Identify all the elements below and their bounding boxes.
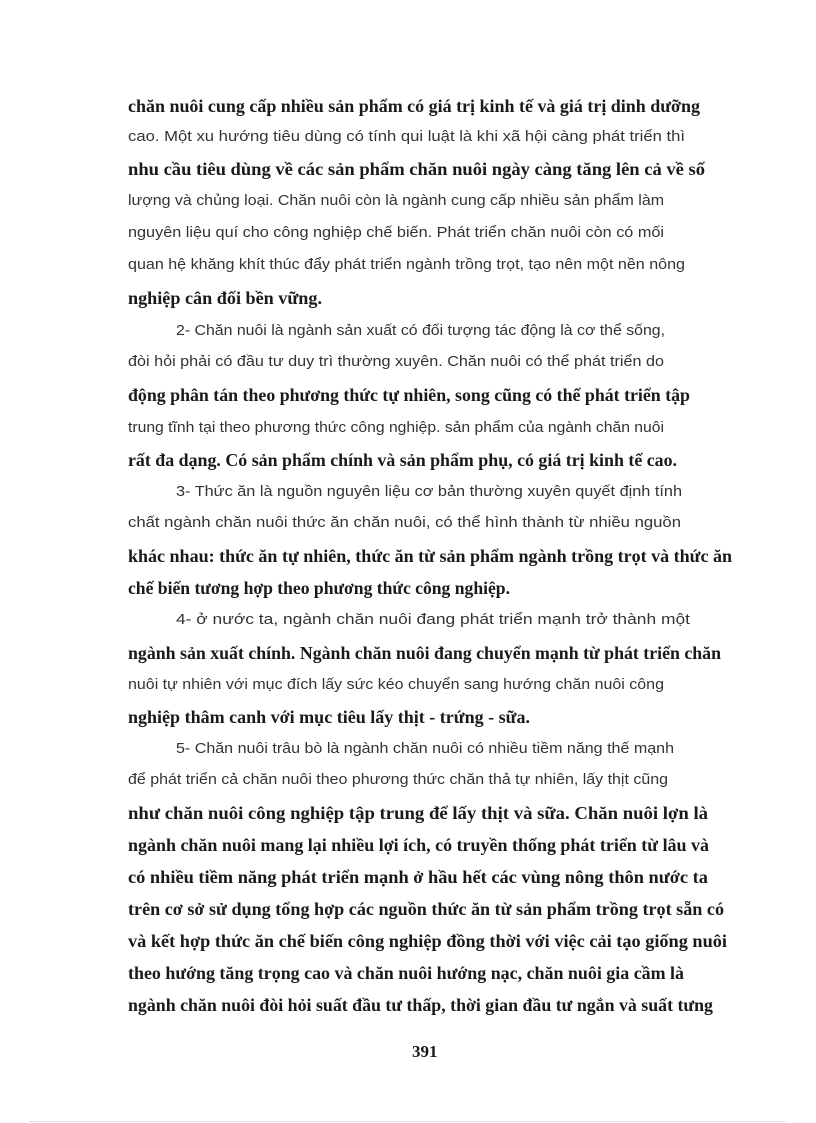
text-line: lượng và chủng loại. Chăn nuôi còn là ngành cung cấp nhiều sản phẩm làm	[128, 193, 665, 209]
text-line: quan hệ khăng khít thúc đẩy phát triển ngành trồng trọt, tạo nên một nền nông	[128, 257, 685, 273]
text-line: có nhiều tiềm năng phát triển mạnh ở hầu hết các vùng nông thôn nước ta	[128, 867, 708, 887]
text-line: chế biến tương hợp theo phương thức công nghiệp.	[128, 578, 510, 598]
text-line: 3- Thức ăn là nguồn nguyên liệu cơ bản thường xuyên quyết định tính	[176, 484, 683, 500]
text-line: chăn nuôi cung cấp nhiều sản phẩm có giá trị kinh tế và giá trị dinh dưỡng	[128, 96, 701, 116]
text-line: cao. Một xu hướng tiêu dùng có tính qui luật là khi xã hội càng phát triển thì	[128, 129, 686, 145]
text-line: theo hướng tăng trọng cao và chăn nuôi hướng nạc, chăn nuôi gia cầm là	[128, 963, 685, 983]
text-line: rất đa dạng. Có sản phẩm chính và sản phẩm phụ, có giá trị kinh tế cao.	[128, 450, 678, 470]
text-line: động phân tán theo phương thức tự nhiên, song cũng có thể phát triển tập	[128, 385, 690, 405]
text-line: trên cơ sở sử dụng tổng hợp các nguồn thức ăn từ sản phẩm trồng trọt sẵn có	[128, 899, 725, 919]
text-line: ngành sản xuất chính. Ngành chăn nuôi đang chuyển mạnh từ phát triển chăn	[128, 643, 722, 663]
text-line: khác nhau: thức ăn tự nhiên, thức ăn từ sản phẩm ngành trồng trọt và thức ăn	[128, 546, 733, 566]
text-line: để phát triển cả chăn nuôi theo phương thức chăn thả tự nhiên, lấy thịt cũng	[128, 772, 668, 788]
text-line: 4- ở nước ta, ngành chăn nuôi đang phát triển mạnh trở thành một	[176, 612, 690, 628]
text-line: nghiệp cân đối bền vững.	[128, 288, 322, 308]
text-line: như chăn nuôi công nghiệp tập trung để lấy thịt và sữa. Chăn nuôi lợn là	[128, 803, 709, 823]
text-line: nguyên liệu quí cho công nghiệp chế biến. Phát triển chăn nuôi còn có mối	[128, 225, 665, 241]
text-line: đòi hỏi phải có đầu tư duy trì thường xuyên. Chăn nuôi có thể phát triển do	[128, 354, 665, 370]
text-line: nghiệp thâm canh với mục tiêu lấy thịt - trứng - sữa.	[128, 707, 531, 727]
text-line: trung tĩnh tại theo phương thức công nghiệp. sản phẩm của ngành chăn nuôi	[128, 420, 664, 436]
text-line: 5- Chăn nuôi trâu bò là ngành chăn nuôi có nhiều tiềm năng thế mạnh	[176, 741, 675, 757]
text-line: nhu cầu tiêu dùng về các sản phẩm chăn nuôi ngày càng tăng lên cả về số	[128, 159, 706, 179]
text-line: ngành chăn nuôi đòi hỏi suất đầu tư thấp, thời gian đầu tư ngắn và suất tưng	[128, 995, 713, 1015]
text-line: chất ngành chăn nuôi thức ăn chăn nuôi, có thể hình thành từ nhiều nguồn	[128, 515, 681, 531]
text-line: nuôi tự nhiên với mục đích lấy sức kéo chuyển sang hướng chăn nuôi công	[128, 677, 664, 693]
page-number: 391	[412, 1042, 438, 1061]
text-line: và kết hợp thức ăn chế biến công nghiệp đồng thời với việc cải tạo giống nuôi	[128, 931, 727, 951]
text-line: ngành chăn nuôi mang lại nhiều lợi ích, có truyền thống phát triển từ lâu và	[128, 835, 710, 855]
text-line: 2- Chăn nuôi là ngành sản xuất có đối tượng tác động là cơ thể sống,	[176, 323, 666, 339]
footer-divider	[30, 1121, 786, 1122]
